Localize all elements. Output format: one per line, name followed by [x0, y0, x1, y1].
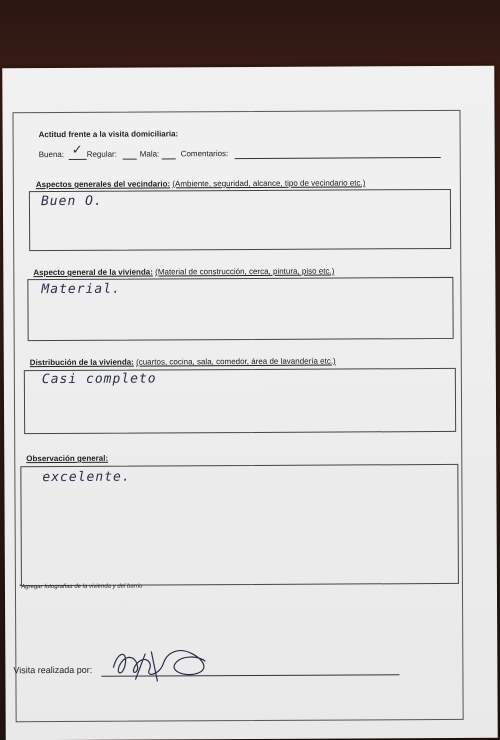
observation-heading: Observación general: — [26, 453, 109, 464]
neighborhood-heading: Aspectos generales del vecindario: (Ambiente, seguridad, alcance, tipo de vecindario etc.) — [35, 178, 366, 190]
bad-label: Mala: — [139, 149, 160, 159]
comments-label: Comentarios: — [180, 149, 229, 159]
distribution-heading: Distribución de la vivienda: (cuartos, cocina, sala, comedor, área de lavandería etc.) — [29, 356, 336, 368]
bad-blank[interactable] — [162, 158, 176, 159]
housing-heading: Aspecto general de la vivienda: (Material de construcción, cerca, pintura, piso etc.) — [33, 266, 335, 278]
distribution-answer: Casi completo — [41, 371, 157, 388]
regular-blank[interactable] — [123, 159, 137, 160]
form-page — [2, 66, 498, 740]
good-label: Buena: — [38, 149, 65, 160]
attitude-heading: Actitud frente a la visita domiciliaria: — [38, 129, 179, 140]
signature-mark — [105, 641, 220, 686]
photo-note: *Agregar fotografías de la vivienda y del barrio — [18, 583, 143, 591]
good-blank[interactable] — [69, 159, 87, 160]
housing-answer: Material. — [41, 281, 121, 298]
visit-label: Visita realizada por: — [13, 664, 93, 676]
regular-label: Regular: — [86, 149, 117, 159]
check-mark-icon: ✓ — [71, 141, 83, 157]
observation-answer: excelente. — [42, 469, 131, 486]
neighborhood-answer: Buen O. — [40, 193, 103, 210]
